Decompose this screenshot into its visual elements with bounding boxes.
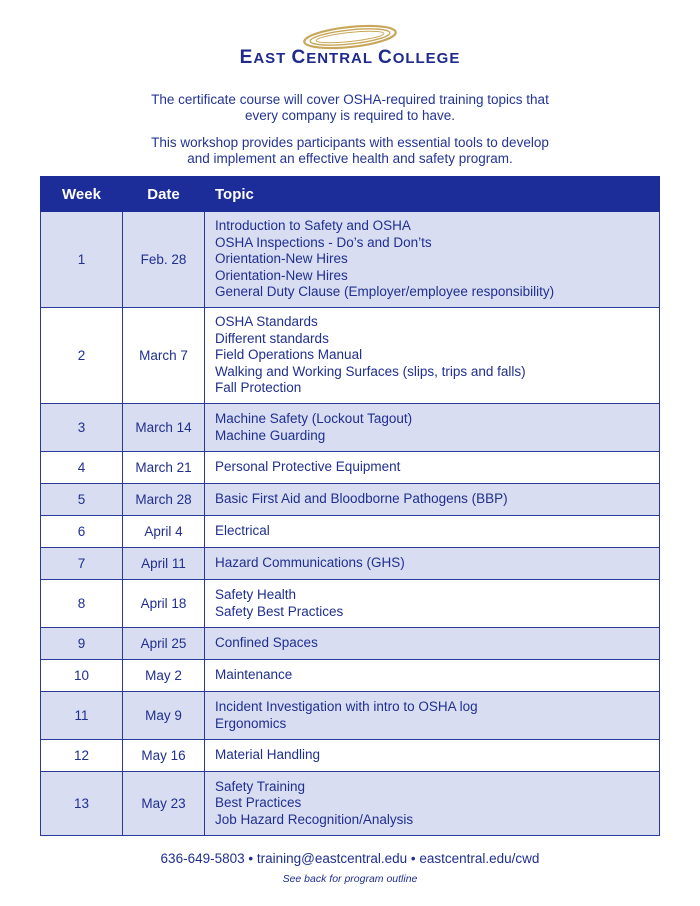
date-cell: April 4 xyxy=(123,516,205,548)
topic-cell xyxy=(205,660,660,692)
week-cell: 2 xyxy=(41,308,123,404)
date-cell: May 2 xyxy=(123,660,205,692)
topic-line: Personal Protective Equipment xyxy=(215,459,401,475)
week-cell: 13 xyxy=(41,772,123,836)
topic-cell xyxy=(205,740,660,772)
date-cell: March 28 xyxy=(123,484,205,516)
topic-line: General Duty Clause (Employer/employee responsibility) xyxy=(215,284,555,300)
week-cell: 1 xyxy=(41,212,123,308)
topic-cell xyxy=(205,548,660,580)
week-cell: 3 xyxy=(41,404,123,452)
topic-cell xyxy=(205,404,660,452)
topic-line: Safety Best Practices xyxy=(215,603,344,619)
table-row xyxy=(41,452,660,484)
topic-line: Orientation-New Hires xyxy=(215,267,348,283)
topic-line: Electrical xyxy=(215,523,270,539)
table-row xyxy=(41,404,660,452)
footnote: See back for program outline xyxy=(282,873,418,885)
topic-line: Material Handling xyxy=(215,747,321,763)
week-cell: 5 xyxy=(41,484,123,516)
date-cell: March 21 xyxy=(123,452,205,484)
table-row xyxy=(41,740,660,772)
intro-paragraph-1: The certificate course will cover OSHA-required training topics that every company is required to have. xyxy=(151,92,549,123)
date-cell: May 9 xyxy=(123,692,205,740)
topic-line: Different standards xyxy=(215,330,329,346)
intro-paragraph-2: This workshop provides participants with essential tools to develop and implement an effective health and safety program. xyxy=(151,135,549,166)
table-row xyxy=(41,692,660,740)
topic-line: Machine Guarding xyxy=(215,427,326,443)
topic-line: Maintenance xyxy=(215,667,293,683)
date-cell: March 14 xyxy=(123,404,205,452)
week-cell: 9 xyxy=(41,628,123,660)
week-cell: 6 xyxy=(41,516,123,548)
week-cell: 4 xyxy=(41,452,123,484)
table-row xyxy=(41,516,660,548)
topic-line: OSHA Inspections - Do’s and Don’ts xyxy=(215,234,432,250)
topic-line: Field Operations Manual xyxy=(215,347,363,363)
week-cell: 12 xyxy=(41,740,123,772)
topic-cell xyxy=(205,692,660,740)
topic-cell xyxy=(205,308,660,404)
table-row xyxy=(41,772,660,836)
table-row xyxy=(41,484,660,516)
week-cell: 10 xyxy=(41,660,123,692)
week-cell: 8 xyxy=(41,580,123,628)
date-cell: March 7 xyxy=(123,308,205,404)
table-row xyxy=(41,660,660,692)
topic-line: Incident Investigation with intro to OSHA log xyxy=(215,699,478,714)
topic-line: Orientation-New Hires xyxy=(215,251,348,267)
topic-line: Basic First Aid and Bloodborne Pathogens (BBP) xyxy=(215,491,508,507)
week-cell: 11 xyxy=(41,692,123,740)
topic-cell xyxy=(205,452,660,484)
topic-line: Fall Protection xyxy=(215,380,302,396)
topic-line: OSHA Standards xyxy=(215,314,318,330)
topic-line: Best Practices xyxy=(215,795,302,811)
topic-line: Safety Training xyxy=(215,778,306,794)
date-cell: April 25 xyxy=(123,628,205,660)
table-row xyxy=(41,628,660,660)
topic-line: Ergonomics xyxy=(215,715,287,731)
topic-line: Safety Health xyxy=(215,587,297,602)
topic-cell xyxy=(205,580,660,628)
topic-column-header: Topic xyxy=(205,177,660,212)
topic-line: Confined Spaces xyxy=(215,635,318,651)
college-logo xyxy=(0,22,700,72)
date-column-header: Date xyxy=(123,177,205,212)
topic-line: Hazard Communications (GHS) xyxy=(215,555,405,571)
contact-line: 636-649-5803 • training@eastcentral.edu • eastcentral.edu/cwd xyxy=(160,851,540,866)
topic-line: Introduction to Safety and OSHA xyxy=(215,218,411,234)
date-cell: May 23 xyxy=(123,772,205,836)
table-row xyxy=(41,548,660,580)
table-row xyxy=(41,308,660,404)
topic-line: Walking and Working Surfaces (slips, trips and falls) xyxy=(215,363,526,379)
date-cell: May 16 xyxy=(123,740,205,772)
topic-cell xyxy=(205,516,660,548)
date-cell: April 18 xyxy=(123,580,205,628)
week-column-header: Week xyxy=(41,177,123,212)
schedule-body xyxy=(41,212,660,836)
topic-line: Job Hazard Recognition/Analysis xyxy=(215,811,414,827)
topic-cell xyxy=(205,772,660,836)
topic-line: Machine Safety (Lockout Tagout) xyxy=(215,411,413,426)
schedule-table xyxy=(40,176,660,836)
topic-cell xyxy=(205,212,660,308)
week-cell: 7 xyxy=(41,548,123,580)
table-header-row xyxy=(41,177,660,212)
table-row xyxy=(41,580,660,628)
date-cell: Feb. 28 xyxy=(123,212,205,308)
college-name: EAST CENTRAL COLLEGE xyxy=(239,47,461,68)
topic-cell xyxy=(205,628,660,660)
topic-cell xyxy=(205,484,660,516)
table-row xyxy=(41,212,660,308)
date-cell: April 11 xyxy=(123,548,205,580)
